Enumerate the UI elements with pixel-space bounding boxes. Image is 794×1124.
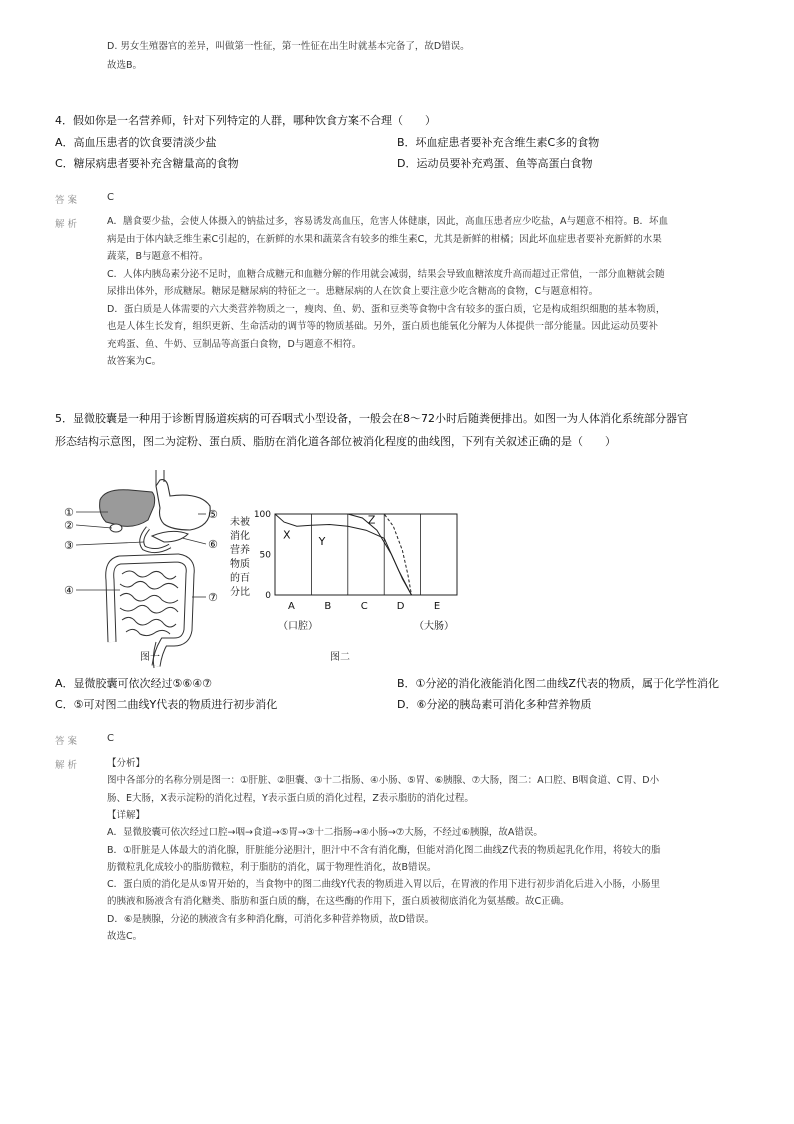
label-6: ⑥ [208, 538, 218, 551]
q5-stem-line2: 形态结构示意图，图二为淀粉、蛋白质、脂肪在消化道各部位被消化程度的曲线图，下列有关叙述正确的是（ ） [55, 435, 616, 448]
analysis-line: 病是由于体内缺乏维生素C引起的，在新鲜的水果和蔬菜含有较多的维生素C，尤其是新鲜的柑橘；因此坏血症患者要补充新鲜的水果 [107, 233, 662, 245]
label-2: ② [64, 519, 74, 532]
prev-analysis-line: D. 男女生殖器官的差异，叫做第一性征，第一性征在出生时就基本完备了，故D错误。 [107, 41, 470, 52]
ytick-label: 100 [253, 510, 271, 520]
analysis-line: 肪微粒乳化成较小的脂肪微粒，利于脂肪的消化，属于物理性消化，故B错误。 [107, 861, 437, 873]
analysis-line: D．⑥是胰腺，分泌的胰液含有多种消化酶，可消化多种营养物质，故D错误。 [107, 913, 435, 925]
chart-sub-a: （口腔） [278, 621, 318, 632]
analysis-line: A．显微胶囊可依次经过口腔→咽→食道→⑤胃→③十二指肠→④小肠→⑦大肠，不经过⑥胰腺，故A错误。 [107, 827, 543, 839]
figure1-digestive-diagram [60, 470, 230, 670]
xtick-label: B [324, 601, 332, 612]
q4-stem: 4．假如你是一名营养师，针对下列特定的人群，哪种饮食方案不合理（ ） [55, 114, 436, 127]
xtick-label: E [433, 601, 441, 612]
xtick-label: D [396, 601, 405, 612]
liver-shape [100, 490, 155, 527]
pancreas-shape [152, 531, 188, 542]
q5-analysis-tag: 解析 [55, 760, 81, 771]
q5-answer: C [107, 733, 114, 744]
q4-option-a: A．高血压患者的饮食要清淡少盐 [55, 136, 217, 149]
figure2-digestion-chart [228, 503, 468, 633]
label-4: ④ [64, 584, 74, 597]
analysis-line: 故选C。 [107, 931, 143, 942]
chart-ticks [254, 510, 271, 601]
analysis-line: 蔬菜，B与题意不相符。 [107, 251, 209, 262]
ytick-label: 0 [265, 591, 271, 601]
analysis-line: 尿排出体外，形成糖尿。糖尿是糖尿病的特征之一。患糖尿病的人在饮食上要注意少吃含糖高的食物，C与题意相符。 [107, 286, 599, 297]
series-label-x: X [283, 528, 291, 542]
chart-series [275, 514, 412, 595]
analysis-line: 【分析】 [107, 758, 146, 769]
label-3: ③ [64, 539, 74, 552]
q4-option-b: B．坏血症患者要补充含维生素C多的食物 [397, 136, 600, 149]
analysis-line: 的胰液和肠液含有消化糖类、脂肪和蛋白质的酶，在这些酶的作用下，蛋白质被彻底消化为氨基酸。故C正确。 [107, 896, 570, 908]
xtick-label: A [287, 601, 295, 612]
q5-stem-line1: 5．显微胶囊是一种用于诊断胃肠道疾病的可吞咽式小型设备，一般会在8～72小时后随粪便排出。如图一为人体消化系统部分器官 [55, 412, 688, 425]
q4-answer-tag: 答案 [55, 195, 81, 206]
chart-xlabels [288, 601, 440, 612]
q5-answer-tag: 答案 [55, 736, 81, 747]
figure1-caption: 图一 [140, 652, 160, 663]
xtick-label: C [360, 601, 368, 612]
ylabel-line: 营养 [230, 545, 250, 556]
analysis-line: 故答案为C。 [107, 356, 162, 367]
analysis-line: 【详解】 [107, 809, 146, 821]
ylabel-line: 消化 [230, 531, 250, 542]
q4-answer: C [107, 192, 114, 203]
analysis-line: C．蛋白质的消化是从⑤胃开始的，当食物中的图二曲线Y代表的物质进入胃以后，在胃液的作用下进行初步消化后进入小肠，小肠里 [107, 879, 660, 891]
q4-analysis-tag: 解析 [55, 219, 81, 230]
ytick-label: 50 [259, 550, 271, 561]
analysis-line: C．人体内胰岛素分泌不足时，血糖合成糖元和血糖分解的作用就会减弱，结果会导致血糖浓度升高而超过正常值，一部分血糖就会随 [107, 268, 665, 280]
prev-conclusion: 故选B。 [107, 60, 143, 71]
figure2-caption: 图二 [330, 652, 350, 663]
analysis-line: 也是人体生长发育，组织更新、生命活动的调节等的物质基础。另外，蛋白质也能氧化分解为人体提供一部分能量。因此运动员要补 [107, 321, 659, 332]
q5-option-d: D．⑥分泌的胰岛素可消化多种营养物质 [397, 698, 592, 711]
analysis-line: A．膳食要少盐，会使人体摄入的钠盐过多，容易诱发高血压，危害人体健康，因此，高血压患者应少吃盐，A与题意不相符。B．坏血 [107, 216, 669, 227]
analysis-line: 肠、E大肠，X表示淀粉的消化过程，Y表示蛋白质的消化过程，Z表示脂肪的消化过程。 [107, 792, 474, 804]
chart-ylabel [230, 515, 250, 598]
q5-option-a: A．显微胶囊可依次经过⑤⑥④⑦ [55, 677, 212, 690]
series-label-y: Y [318, 534, 326, 548]
label-7: ⑦ [208, 591, 218, 604]
analysis-line: B．①肝脏是人体最大的消化腺，肝脏能分泌胆汁，胆汁中不含有消化酶，但能对消化图二曲线Z代表的物质起乳化作用，将较大的脂 [107, 844, 661, 856]
analysis-line: 充鸡蛋、鱼、牛奶、豆制品等高蛋白食物，D与题意不相符。 [107, 338, 362, 350]
label-1: ① [64, 506, 74, 519]
q5-option-b: B．①分泌的消化液能消化图二曲线Z代表的物质，属于化学性消化 [397, 677, 719, 690]
ylabel-line: 物质 [230, 559, 250, 570]
label-5: ⑤ [208, 508, 218, 521]
q5-option-c: C．⑤可对图二曲线Y代表的物质进行初步消化 [55, 698, 278, 711]
ylabel-line: 的百 [230, 573, 250, 584]
small-intestine-shape [120, 571, 178, 636]
q4-option-d: D．运动员要补充鸡蛋、鱼等高蛋白食物 [397, 157, 593, 170]
analysis-line: 图中各部分的名称分别是图一：①肝脏、②胆囊、③十二指肠、④小肠、⑤胃、⑥胰腺、⑦大肠，图二：A口腔、B咽食道、C胃、D小 [107, 775, 660, 787]
chart-sub-e: （大肠） [414, 621, 454, 632]
series-label-z: Z [367, 513, 376, 527]
stomach-shape [156, 480, 210, 530]
q4-option-c: C．糖尿病患者要补充含糖量高的食物 [55, 157, 239, 170]
ylabel-line: 分比 [230, 587, 250, 598]
analysis-line: D．蛋白质是人体需要的六大类营养物质之一，瘦肉、鱼、奶、蛋和豆类等食物中含有较多的蛋白质，它是构成组织细胞的基本物质， [107, 303, 666, 315]
ylabel-line: 未被 [230, 517, 250, 528]
